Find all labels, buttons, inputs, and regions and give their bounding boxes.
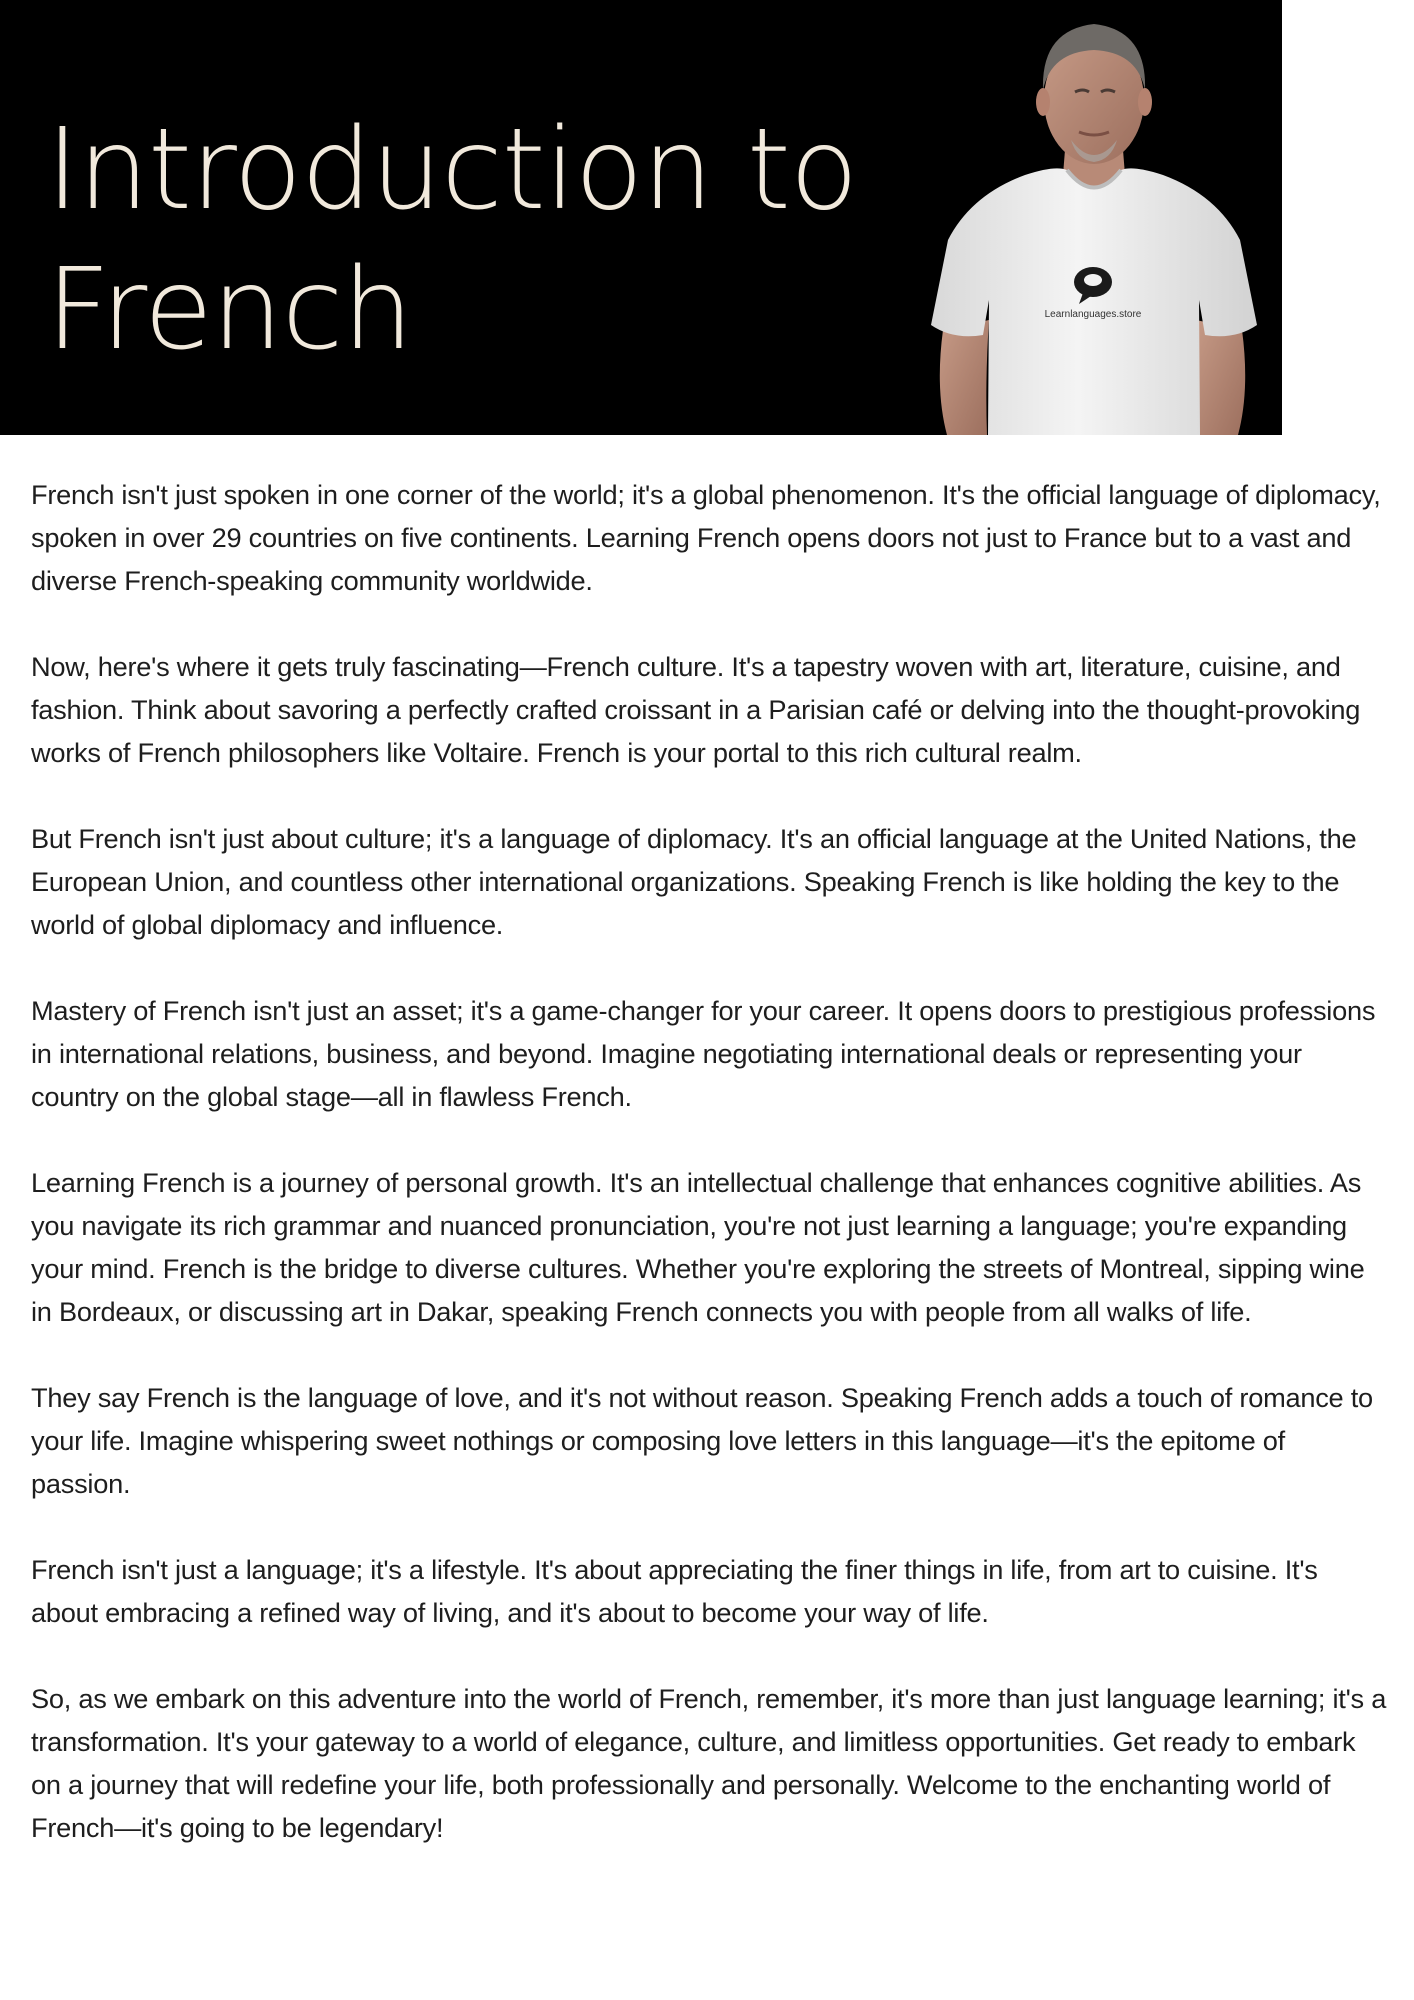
header-banner	[0, 0, 1282, 435]
paragraph-5: Learning French is a journey of personal growth. It's an intellectual challenge that enhances cognitive abilities. As you navigate its rich grammar and nuanced pronunciation, you're not just learning a language; you're expanding your mind. French is the bridge to diverse cultures. Whether you're exploring the streets of Montreal, sipping wine in Bordeaux, or discussing art in Dakar, speaking French connects you with people from all walks of life.	[31, 1167, 1365, 1327]
paragraph-1: French isn't just spoken in one corner of the world; it's a global phenomenon. It's the official language of diplomacy, spoken in over 29 countries on five continents. Learning French opens doors not just to France but to a vast and diverse French-speaking community worldwide.	[31, 479, 1381, 596]
paragraph-4: Mastery of French isn't just an asset; it's a game-changer for your career. It opens doors to prestigious professions in international relations, business, and beyond. Imagine negotiating international deals or representing your country on the global stage—all in flawless French.	[31, 995, 1376, 1112]
shirt-logo-text: Learnlanguages.store	[1044, 309, 1142, 320]
paragraph-8: So, as we embark on this adventure into the world of French, remember, it's more than just language learning; it's a transformation. It's your gateway to a world of elegance, culture, and limitless opportunities. Get ready to embark on a journey that will redefine your life, both professionally and personally. Welcome to the enchanting world of French—it's going to be legendary!	[31, 1683, 1387, 1843]
page-title: Introduction to French	[46, 105, 858, 375]
paragraph-2: Now, here's where it gets truly fascinating—French culture. It's a tapestry woven with art, literature, cuisine, and fashion. Think about savoring a perfectly crafted croissant in a Parisian café or delving into the thought-provoking works of French philosophers like Voltaire. French is your portal to this rich cultural realm.	[31, 651, 1361, 768]
paragraph-3: But French isn't just about culture; it's a language of diplomacy. It's an official language at the United Nations, the European Union, and countless other international organizations. Speaking French is like holding the key to the world of global diplomacy and influence.	[31, 823, 1357, 940]
article-body	[31, 473, 1391, 1892]
paragraph-7: French isn't just a language; it's a lifestyle. It's about appreciating the finer things in life, from art to cuisine. It's about embracing a refined way of living, and it's about to become your way of life.	[31, 1554, 1318, 1628]
paragraph-6: They say French is the language of love, and it's not without reason. Speaking French adds a touch of romance to your life. Imagine whispering sweet nothings or composing love letters in this language—it's the epitome of passion.	[31, 1382, 1373, 1499]
instructor-photo	[905, 0, 1282, 435]
